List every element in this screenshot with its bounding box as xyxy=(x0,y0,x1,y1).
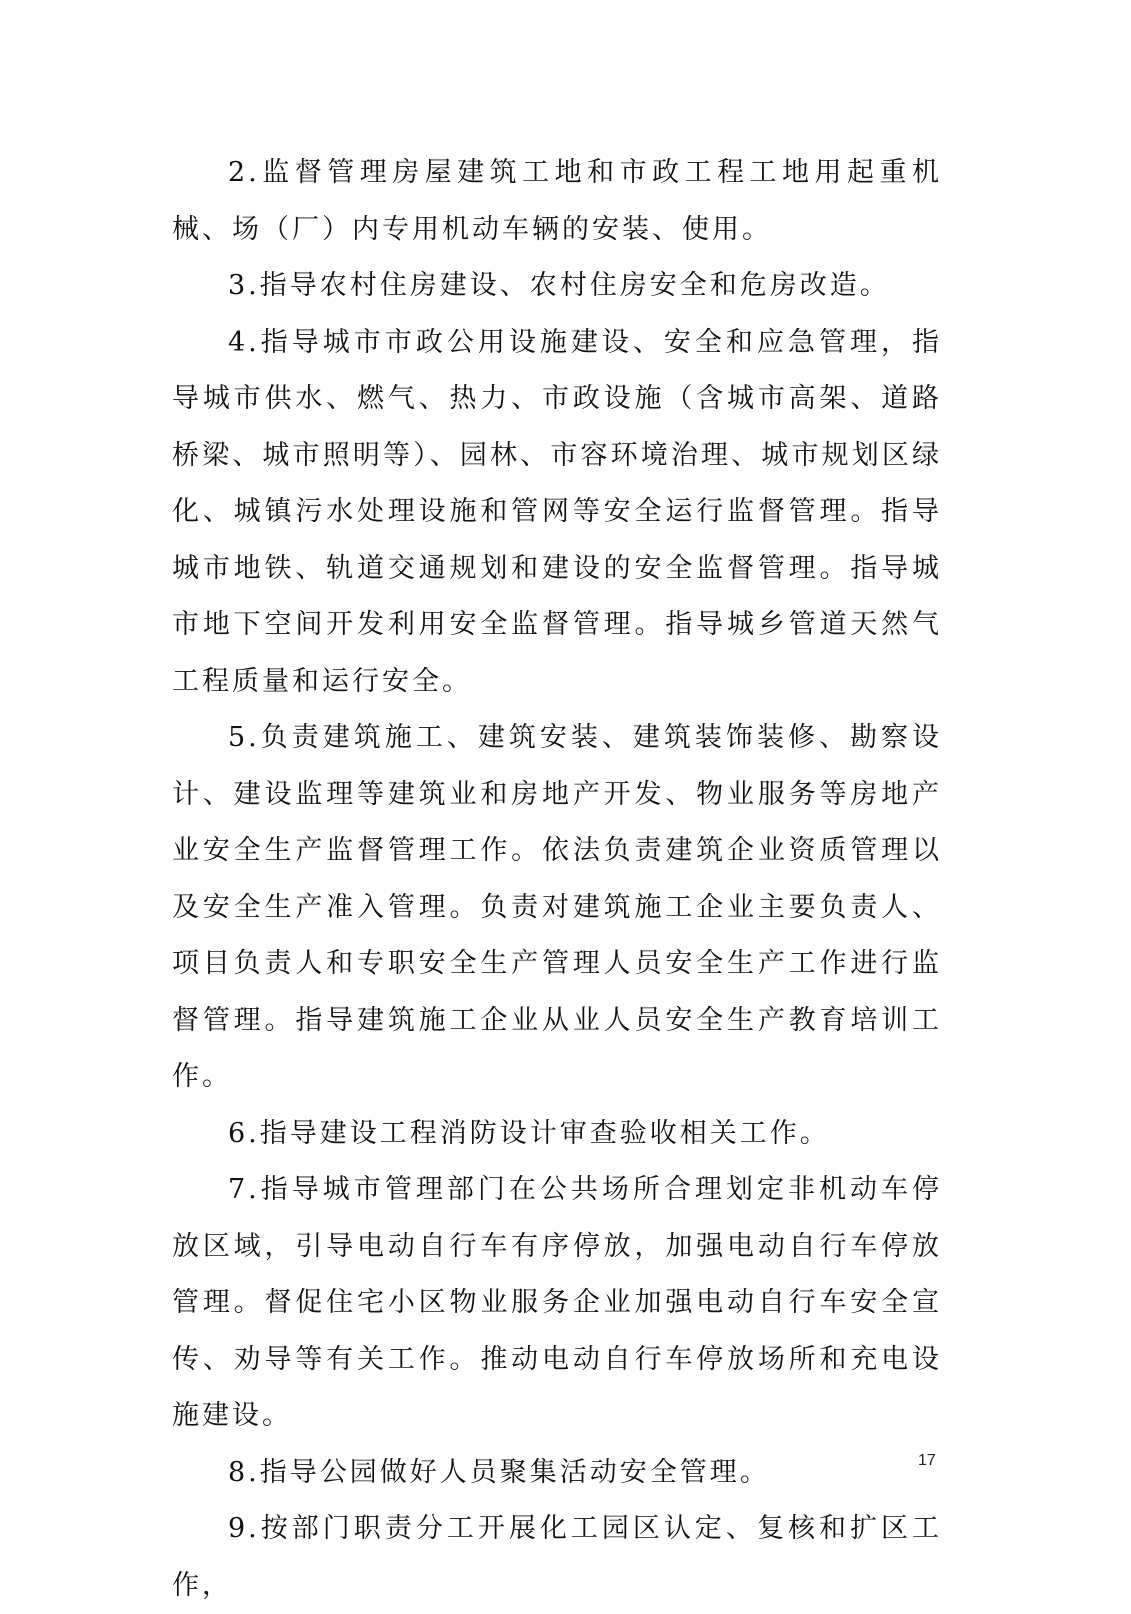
paragraph-item-2: 2.监督管理房屋建筑工地和市政工程工地用起重机械、场（厂）内专用机动车辆的安装、使用。 xyxy=(172,157,942,245)
body-text xyxy=(172,145,942,1614)
paragraph-item-8: 8.指导公园做好人员聚集活动安全管理。 xyxy=(228,1456,770,1488)
paragraph-item-6: 6.指导建设工程消防设计审查验收相关工作。 xyxy=(228,1117,830,1149)
paragraph-item-5: 5.负责建筑施工、建筑安装、建筑装饰装修、勘察设计、建设监理等建筑业和房地产开发、物业服务等房地产业安全生产监督管理工作。依法负责建筑企业资质管理以及安全生产准入管理。负责对建筑施工企业主要负责人、项目负责人和专职安全生产管理人员安全生产工作进行监督管理。指导建筑施工企业从业人员安全生产教育培训工作。 xyxy=(172,722,942,1092)
paragraph-item-7: 7.指导城市管理部门在公共场所合理划定非机动车停放区域，引导电动自行车有序停放，加强电动自行车停放管理。督促住宅小区物业服务企业加强电动自行车安全宣传、劝导等有关工作。推动电动自行车停放场所和充电设施建设。 xyxy=(172,1174,942,1431)
page-number: 17 xyxy=(918,1452,936,1469)
paragraph-item-4: 4.指导城市市政公用设施建设、安全和应急管理，指导城市供水、燃气、热力、市政设施（含城市高架、道路桥梁、城市照明等）、园林、市容环境治理、城市规划区绿化、城镇污水处理设施和管网等安全运行监督管理。指导城市地铁、轨道交通规划和建设的安全监督管理。指导城市地下空间开发利用安全监督管理。指导城乡管道天然气工程质量和运行安全。 xyxy=(172,326,942,697)
paragraph-item-9: 9.按部门职责分工开展化工园区认定、复核和扩区工作， xyxy=(172,1513,942,1601)
paragraph-item-3: 3.指导农村住房建设、农村住房安全和危房改造。 xyxy=(228,270,890,301)
